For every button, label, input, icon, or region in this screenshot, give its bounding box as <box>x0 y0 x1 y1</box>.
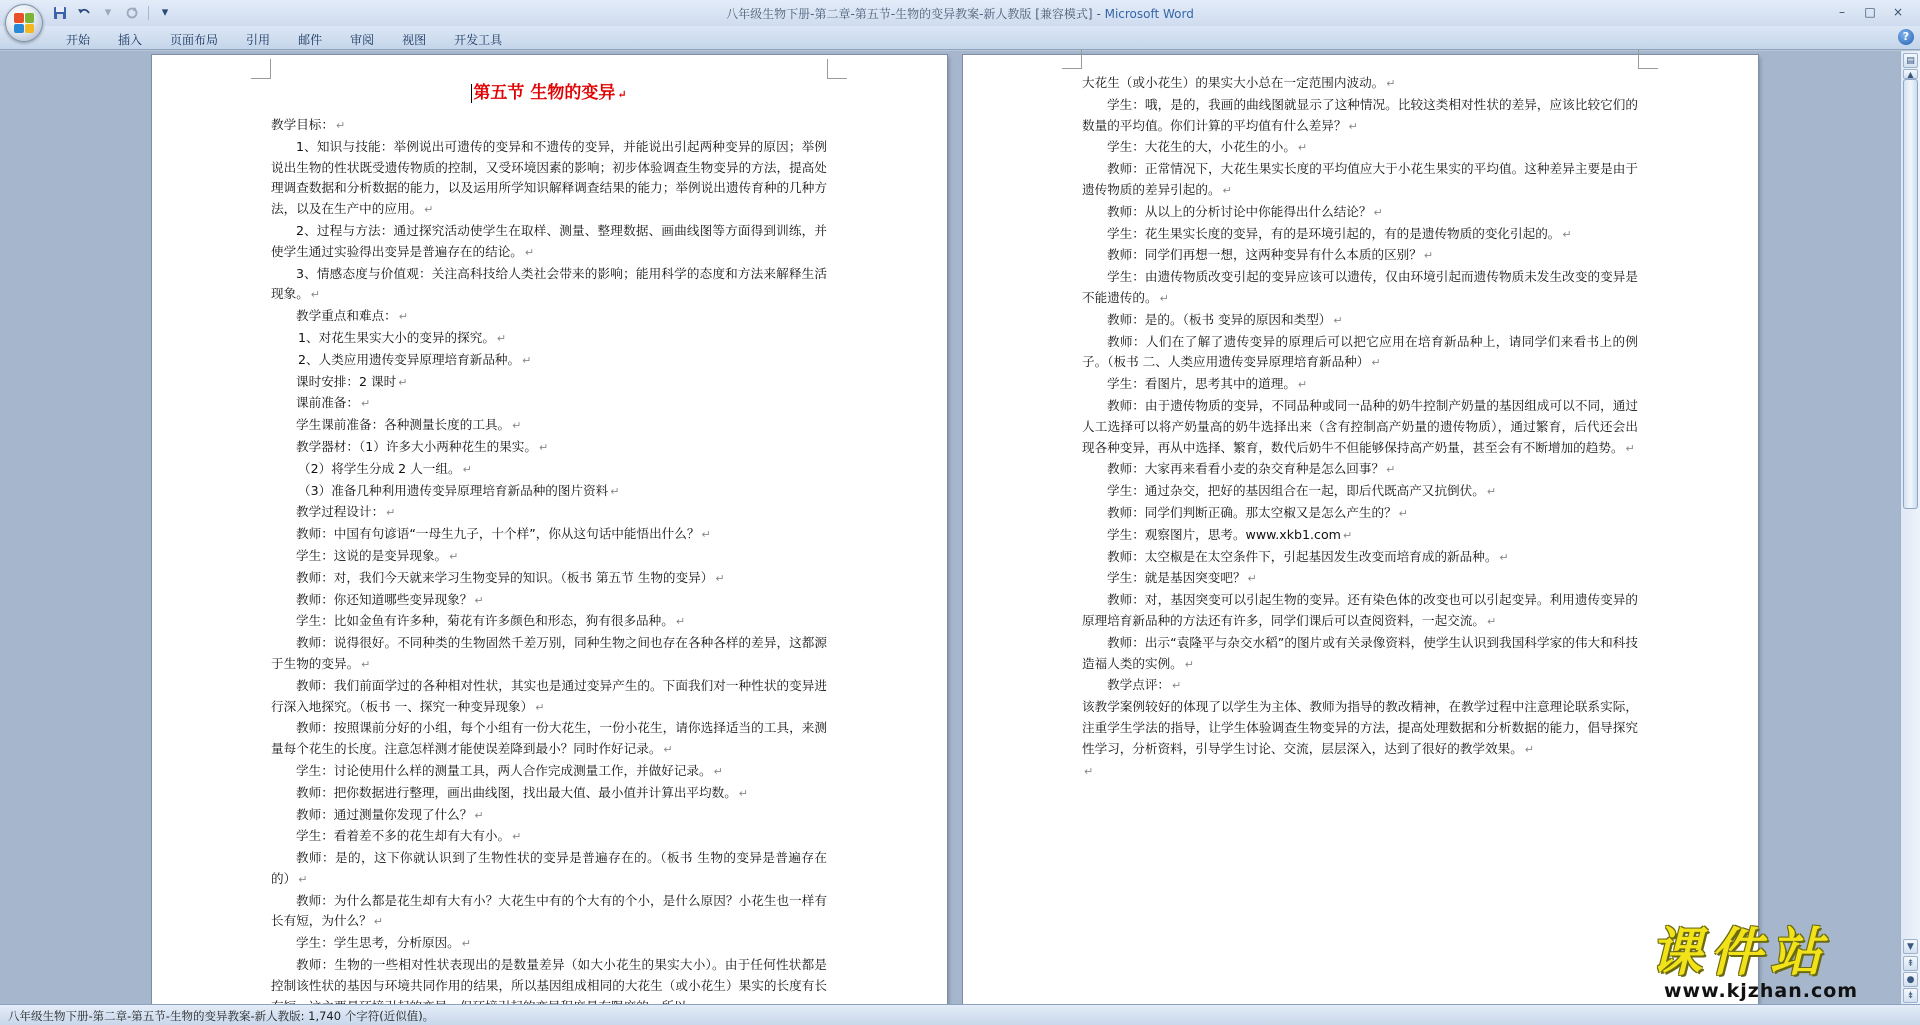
paragraph-text: 教师：人们在了解了遗传变异的原理后可以把它应用在培育新品种上，请同学们来看书上的例子。（板书 二、人类应用遗传变异原理培育新品种） <box>1082 333 1638 370</box>
paragraph <box>1082 202 1638 224</box>
paragraph <box>1082 459 1638 481</box>
paragraph-text: 教师：对，基因突变可以引起生物的变异。还有染色体的改变也可以引起变异。利用遗传变异的原理培育新品种的方法还有许多，同学们课后可以查阅资料，一起交流。 <box>1082 592 1638 628</box>
paragraph-mark: ↵ <box>701 528 711 542</box>
paragraph <box>1082 568 1638 590</box>
paragraph <box>1082 481 1638 503</box>
paragraph <box>1082 675 1638 697</box>
paragraph-mark: ↵ <box>335 119 346 132</box>
right-page-body[interactable] <box>1082 73 1638 782</box>
paragraph-text: 3、情感态度与价值观：关注高科技给人类社会带来的影响；能用科学的态度和方法来解释生活现象。 <box>271 265 827 302</box>
paragraph-text: 教师：对，我们今天就来学习生物变异的知识。（板书 第五节 生物的变异） <box>296 569 714 585</box>
crop-mark <box>1062 49 1082 69</box>
paragraph <box>271 783 827 805</box>
paragraph <box>271 137 827 221</box>
left-page-body[interactable] <box>271 79 827 1017</box>
paragraph-mark: ↵ <box>1487 614 1497 628</box>
paragraph <box>271 115 827 137</box>
paragraph-text: 学生：学生思考，分析原因。 <box>296 935 460 951</box>
tab-home[interactable]: 开始 <box>66 33 91 47</box>
paragraph-text: 学生：观察图片，思考。www.xkb1.com <box>1107 526 1341 542</box>
paragraph <box>271 481 827 503</box>
paragraph-text: 学生：就是基因突变吧？ <box>1107 570 1246 586</box>
paragraph-text: 教师：中国有句谚语“一母生九子，十个样”，你从这句话中能悟出什么？ <box>296 526 700 542</box>
paragraph-text: 教师：同学们再想一想，这两种变异有什么本质的区别？ <box>1107 247 1422 263</box>
close-button[interactable]: × <box>1892 5 1904 19</box>
paragraph-mark: ↵ <box>386 506 396 520</box>
paragraph-mark: ↵ <box>738 786 748 800</box>
paragraph-mark: ↵ <box>1159 291 1169 305</box>
paragraph-text: 教学点评： <box>1107 677 1170 693</box>
paragraph-mark: ↵ <box>361 657 371 671</box>
paragraph-mark: ↵ <box>1562 227 1572 241</box>
paragraph-text: 教师：是的。（板书 变异的原因和类型） <box>1107 311 1332 327</box>
paragraph <box>271 393 827 415</box>
paragraph-text: 学生：通过杂交，把好的基因组合在一起，即后代既高产又抗倒伏。 <box>1107 483 1485 499</box>
paragraph-mark: ↵ <box>535 700 545 714</box>
crop-mark <box>827 59 847 79</box>
page-right[interactable] <box>963 55 1758 1015</box>
paragraph-mark: ↵ <box>512 830 522 844</box>
paragraph <box>271 848 827 891</box>
paragraph-mark: ↵ <box>1171 679 1182 693</box>
paragraph <box>271 611 827 633</box>
app-name: Microsoft Word <box>1104 7 1194 21</box>
paragraph <box>271 568 827 590</box>
watermark-cn: 课件站 <box>1650 923 1831 983</box>
paragraph <box>1082 267 1638 310</box>
paragraph <box>271 350 827 372</box>
paragraph-text: 学生：讨论使用什么样的测量工具，两人合作完成测量工作，并做好记录。 <box>296 762 712 778</box>
paragraph-mark: ↵ <box>522 353 532 367</box>
document-area <box>0 51 1900 1004</box>
paragraph-mark: ↵ <box>373 915 383 929</box>
paragraph <box>271 933 827 955</box>
paragraph-text: 教学重点和难点： <box>296 308 397 324</box>
paragraph <box>1082 374 1638 396</box>
paragraph-mark: ↵ <box>496 331 507 345</box>
paragraph-mark: ↵ <box>675 615 686 629</box>
paragraph <box>1082 396 1638 459</box>
paragraph-mark: ↵ <box>298 872 308 886</box>
paragraph-mark: ↵ <box>1386 77 1396 90</box>
crop-mark <box>1638 49 1658 69</box>
paragraph <box>1082 137 1638 159</box>
maximize-button[interactable]: □ <box>1864 5 1876 19</box>
paragraph <box>1082 310 1638 332</box>
paragraph-mark: ↵ <box>1348 119 1358 133</box>
tab-mailings[interactable]: 邮件 <box>298 33 323 47</box>
paragraph-mark: ↵ <box>1184 657 1194 671</box>
paragraph-mark: ↵ <box>610 484 620 498</box>
paragraph-mark: ↵ <box>1398 506 1408 520</box>
paragraph <box>271 826 827 848</box>
paragraph <box>271 264 827 307</box>
doc-title-text: 第五节 生物的变异 <box>473 83 616 103</box>
paragraph-text: （3）准备几种利用遗传变异原理培育新品种的图片资料 <box>298 482 609 498</box>
paragraph-text: 教师：按照课前分好的小组，每个小组有一份大花生，一份小花生，请你选择适当的工具，来测量每个花生的长度。注意怎样测才能使误差降到最小？同时作好记录。 <box>271 720 827 757</box>
paragraph-mark: ↵ <box>715 571 725 585</box>
paragraph-mark: ↵ <box>512 419 522 433</box>
paragraph-mark: ↵ <box>1222 183 1232 197</box>
paragraph-mark: ↵ <box>1342 528 1353 542</box>
scroll-thumb[interactable] <box>1903 79 1918 509</box>
ribbon <box>0 26 1920 50</box>
paragraph-text: 教学目标： <box>271 117 334 132</box>
paragraph-mark: ↵ <box>1423 249 1434 263</box>
paragraph-text: 学生：看图片，思考其中的道理。 <box>1107 376 1296 392</box>
page-left[interactable] <box>152 55 947 1015</box>
paragraph <box>1082 332 1638 375</box>
paragraph <box>1082 697 1638 760</box>
tab-references[interactable]: 引用 <box>246 33 271 47</box>
paragraph-mark: ↵ <box>461 937 471 951</box>
paragraph <box>1082 547 1638 569</box>
paragraph-mark: ↵ <box>1084 764 1094 778</box>
paragraph-mark: ↵ <box>524 245 535 259</box>
paragraph-mark: ↵ <box>1486 485 1497 499</box>
paragraph <box>1082 761 1638 783</box>
paragraph <box>1082 224 1638 246</box>
paragraph-mark: ↵ <box>539 440 549 454</box>
paragraph-mark: ↵ <box>474 593 484 607</box>
paragraph-text: 教师：你还知道哪些变异现象？ <box>296 591 473 607</box>
tab-insert[interactable]: 插入 <box>118 33 143 47</box>
next-page-icon[interactable]: ⇟ <box>1903 988 1918 1003</box>
document-name: 八年级生物下册-第二章-第五节-生物的变异教案-新人教版 [兼容模式] <box>726 7 1093 21</box>
paragraph <box>271 437 827 459</box>
paragraph-mark: ↵ <box>1297 141 1308 155</box>
window-controls <box>1828 3 1912 21</box>
paragraph-text: 教师：把你数据进行整理，画出曲线图，找出最大值、最小值并计算出平均数。 <box>296 784 737 800</box>
paragraph-text: 教师：为什么都是花生却有大有小？大花生中有的个大有的个小，是什么原因？小花生也一样有长有短，为什么？ <box>271 892 827 929</box>
paragraph-text: 1、对花生果实大小的变异的探究。 <box>298 329 495 345</box>
paragraph <box>271 459 827 481</box>
paragraph <box>271 633 827 676</box>
paragraph-text: 该教学案例较好的体现了以学生为主体、教师为指导的教改精神，在教学过程中注意理论联系实际，注重学生学法的指导，让学生体验调查生物变异的方法，提高处理数据和分析数据的能力，倡导探究性学习，分析资料，引导学生讨论、交流，层层深入，达到了很好的教学效果。 <box>1082 699 1638 756</box>
paragraph-text: 学生：哦，是的，我画的曲线图就显示了这种情况。比较这类相对性状的差异，应该比较它们的数量的平均值。你们计算的平均值有什么差异？ <box>1082 96 1638 133</box>
paragraph-text: 教师：生物的一些相对性状表现出的是数量差异（如大小花生的果实大小）。由于任何性状都是控制该性状的基因与环境共同作用的结果，所以基因组成相同的大花生（或小花生）果实的长度有长 <box>271 957 827 993</box>
paragraph <box>271 761 827 783</box>
tab-review[interactable]: 审阅 <box>350 33 375 47</box>
paragraph-mark: ↵ <box>1625 441 1635 455</box>
paragraph-mark: ↵ <box>713 764 723 778</box>
office-button[interactable] <box>5 4 43 42</box>
paragraph <box>271 676 827 719</box>
paragraph-mark: ↵ <box>398 375 408 389</box>
status-text: 八年级生物下册-第二章-第五节-生物的变异教案-新人教版: 1,740 个字符(近似值)。 <box>8 1009 435 1023</box>
paragraph <box>1082 503 1638 525</box>
paragraph-mark: ↵ <box>663 743 673 757</box>
paragraph <box>1082 525 1638 547</box>
paragraph-mark: ↵ <box>474 808 484 822</box>
paragraph <box>271 306 827 328</box>
doc-title: 第五节 生物的变异 ↵ <box>473 83 627 103</box>
scroll-down-icon[interactable]: ▼ <box>1903 939 1918 954</box>
paragraph-text: （2）将学生分成 2 人一组。 <box>298 460 461 476</box>
paragraph-text: 教师：是的，这下你就认识到了生物性状的变异是普遍存在的。（板书 生物的变异是普遍存在的） <box>271 850 827 886</box>
qat-dropdown-icon[interactable]: ▾ <box>161 5 169 20</box>
paragraph <box>271 221 827 264</box>
paragraph-mark: ↵ <box>360 397 371 411</box>
paragraph-text: 教学器材：（1）许多大小两种花生的果实。 <box>296 438 537 454</box>
watermark-url: www.kjzhan.com <box>1664 980 1859 1002</box>
paragraph-text: 教师：由于遗传物质的变异，不同品种或同一品种的奶牛控制产奶量的基因组成可以不同，通过人工选择可以将产奶量高的奶牛选择出来（含有控制高产奶量的遗传物质），通过繁育，后代还会出现各种变异，再从中选择、繁育，数代后奶牛不但能够保持高产奶量，甚至会有不断增加的趋势。 <box>1082 397 1638 455</box>
tab-developer[interactable]: 开发工具 <box>454 33 503 47</box>
paragraph-text: 学生：由遗传物质改变引起的变异应该可以遗传，仅由环境引起而遗传物质未发生改变的变异是不能遗传的。 <box>1082 269 1638 305</box>
ribbon-tabs <box>52 29 516 47</box>
paragraph-mark: ↵ <box>398 310 408 324</box>
paragraph-text: 学生：看着差不多的花生却有大有小。 <box>296 828 511 844</box>
crop-mark <box>251 59 271 79</box>
paragraph <box>1082 245 1638 267</box>
scroll-up-icon[interactable]: ▲ <box>1903 69 1918 79</box>
paragraph-mark: ↵ <box>1333 313 1343 327</box>
paragraph-text: 学生：比如金鱼有许多种，菊花有许多颜色和形态，狗有很多品种。 <box>296 613 674 629</box>
paragraph-text: 教师：说得很好。不同种类的生物固然千差万别，同种生物之间也存在各种各样的差异，这都源于生物的变异。 <box>271 635 827 671</box>
paragraph-text: 课前准备： <box>296 395 359 411</box>
paragraph-text: 学生：花生果实长度的变异，有的是环境引起的，有的是遗传物质的变化引起的。 <box>1107 225 1561 241</box>
paragraph-text: 教师：大家再来看看小麦的杂交育种是怎么回事？ <box>1107 461 1385 477</box>
paragraph-mark: ↵ <box>462 462 472 476</box>
paragraph <box>1082 73 1638 95</box>
paragraph-text: 教学过程设计： <box>296 504 385 520</box>
paragraph <box>271 502 827 524</box>
paragraph-mark: ↵ <box>1297 378 1308 392</box>
paragraph <box>1082 590 1638 633</box>
paragraph <box>271 546 827 568</box>
paragraph <box>1082 633 1638 676</box>
paragraph-text: 1、知识与技能：举例说出可遗传的变异和不遗传的变异，并能说出引起两种变异的原因；举例说出生物的性状既受遗传物质的控制，又受环境因素的影响；初步体验调查生物变异的方法，提高处理调查数据和分析数据的能力，以及运用所学知识解释调查结果的能力；举例说出遗传育种的几种方法，以及在生产中的应用。 <box>271 138 827 217</box>
paragraph-mark: ↵ <box>449 549 459 563</box>
tab-view[interactable]: 视图 <box>402 33 427 47</box>
vertical-scrollbar[interactable] <box>1900 51 1920 1004</box>
paragraph-mark: ↵ <box>1371 356 1381 370</box>
paragraph-text: 课时安排：2 课时 <box>296 373 397 389</box>
previous-page-icon[interactable]: ⇞ <box>1903 956 1918 971</box>
paragraph-text: 教师：出示“袁隆平与杂交水稻”的图片或有关录像资料，使学生认识到我国科学家的伟大和科技造福人类的实例。 <box>1082 634 1638 671</box>
title-bar <box>0 0 1920 26</box>
paragraph-text: 学生：这说的是变异现象。 <box>296 547 448 563</box>
paragraph <box>1082 95 1638 138</box>
paragraph <box>271 328 827 350</box>
paragraph-text: 学生：大花生的大，小花生的小。 <box>1107 139 1296 155</box>
help-icon[interactable]: ? <box>1898 29 1914 45</box>
paragraph-mark: ↵ <box>1247 572 1257 586</box>
paragraph-text: 教师：通过测量你发现了什么？ <box>296 806 473 822</box>
paragraph <box>1082 159 1638 202</box>
undo-dropdown-icon[interactable]: ▾ <box>104 5 112 20</box>
paragraph <box>271 590 827 612</box>
paragraph-text: 教师：同学们判断正确。那太空椒又是怎么产生的？ <box>1107 504 1397 520</box>
paragraph-text: 大花生（或小花生）的果实大小总在一定范围内波动。 <box>1082 75 1385 90</box>
paragraph-mark: ↵ <box>1386 463 1396 477</box>
paragraph-mark: ↵ <box>310 288 320 302</box>
watermark <box>1650 925 1905 1005</box>
browse-object-icon[interactable]: ● <box>1903 972 1918 987</box>
paragraph <box>271 718 827 761</box>
office-logo-icon <box>14 13 34 33</box>
status-bar <box>0 1004 1920 1025</box>
paragraph-text: 教师：从以上的分析讨论中你能得出什么结论？ <box>1107 203 1372 219</box>
paragraph-mark: ↵ <box>424 203 434 217</box>
paragraph-text: 教师：我们前面学过的各种相对性状，其实也是通过变异产生的。下面我们对一种性状的变异进行深入地探究。（板书 一、探究一种变异现象） <box>271 677 827 714</box>
tab-page-layout[interactable]: 页面布局 <box>170 33 219 47</box>
paragraph-text: 教师：太空椒是在太空条件下，引起基因发生改变而培育成的新品种。 <box>1107 548 1498 564</box>
paragraph <box>271 805 827 827</box>
paragraph <box>271 372 827 394</box>
title-separator: - <box>1092 7 1105 21</box>
ruler-toggle-icon[interactable]: ▤ <box>1903 53 1918 68</box>
window-title <box>0 5 1920 22</box>
paragraph-mark: ↵ <box>1524 742 1534 756</box>
paragraph-text: 学生课前准备：各种测量长度的工具。 <box>296 417 511 433</box>
paragraph-mark: ↵ <box>1499 550 1509 564</box>
paragraph-mark: ↵ <box>1373 205 1383 219</box>
paragraph-text: 教师：正常情况下，大花生果实长度的平均值应大于小花生果实的平均值。这种差异主要是由于遗传物质的差异引起的。 <box>1082 161 1638 197</box>
paragraph <box>271 524 827 546</box>
paragraph <box>271 415 827 437</box>
minimize-button[interactable]: – <box>1839 5 1845 19</box>
paragraph-text: 2、人类应用遗传变异原理培育新品种。 <box>298 351 521 367</box>
paragraph <box>271 891 827 934</box>
paragraph-text: 2、过程与方法：通过探究活动使学生在取样、测量、整理数据、画曲线图等方面得到训练，并使学生通过实验得出变异是普遍存在的结论。 <box>271 222 827 259</box>
